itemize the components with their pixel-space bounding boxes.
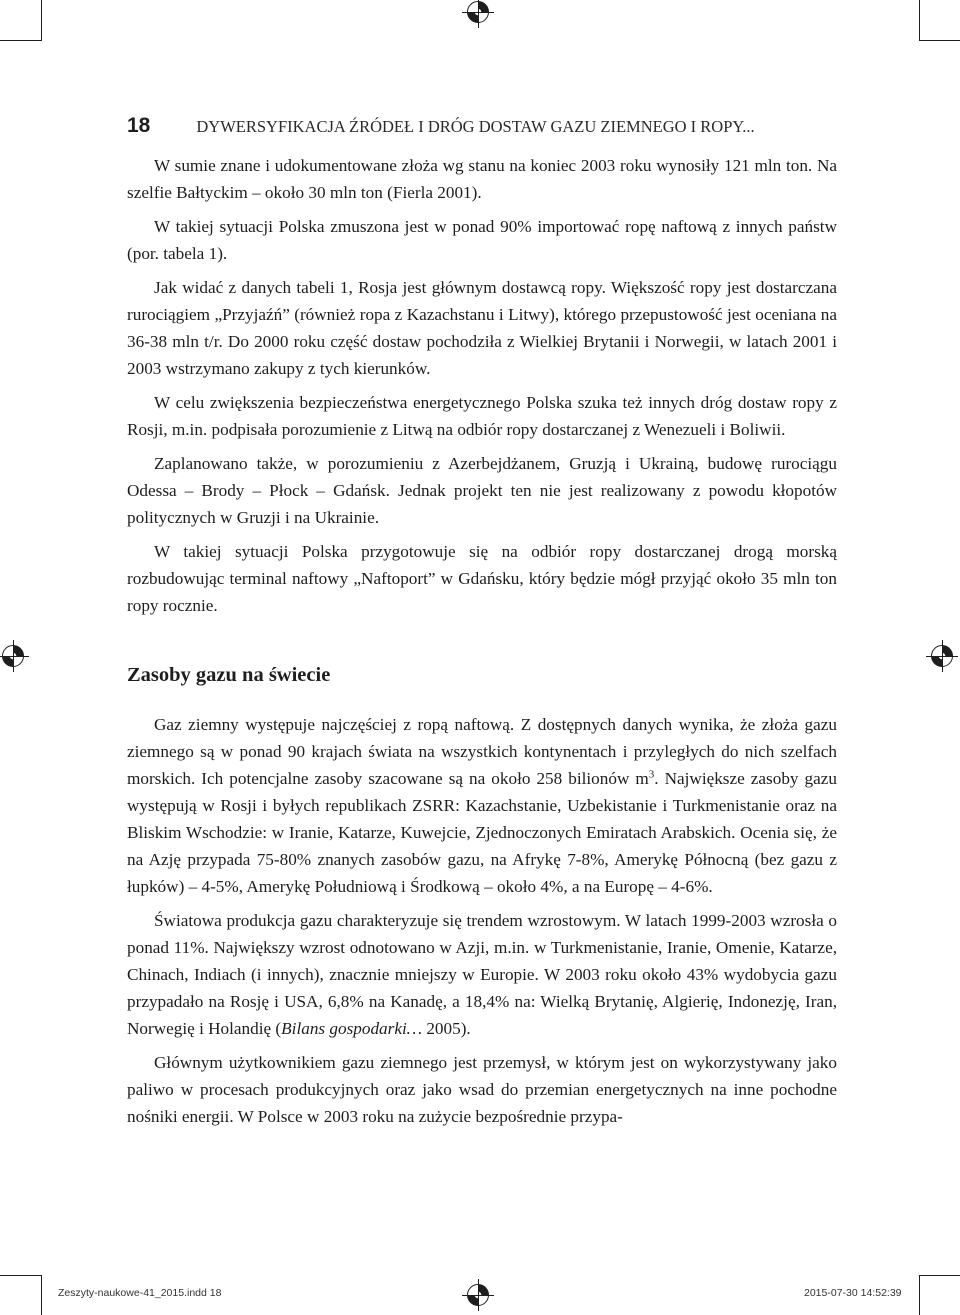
crop-mark-icon: [919, 1275, 960, 1276]
paragraph: W takiej sytuacji Polska przygotowuje się na odbiór ropy dostarczanej drogą morską rozbudowując terminal naftowy „Naftoport” w Gdańsku, który będzie mógł przyjąć około 35 mln ton ropy rocznie.: [127, 542, 837, 615]
paragraph: [127, 711, 837, 900]
page-body: [127, 152, 837, 1137]
crop-mark-icon: [0, 1275, 42, 1276]
crop-mark-icon: [41, 0, 42, 40]
section-heading: Zasoby gazu na świecie: [127, 664, 331, 686]
paragraph: Zaplanowano także, w porozumieniu z Azerbejdżanem, Gruzją i Ukrainą, budowę rurociągu Odessa – Brody – Płock – Gdańsk. Jednak projekt ten nie jest realizowany z powodu kłopotów politycznych w Gruzji i na Ukrainie.: [127, 454, 837, 527]
running-head: [127, 114, 837, 138]
crop-mark-icon: [0, 40, 42, 41]
paragraph: W takiej sytuacji Polska zmuszona jest w ponad 90% importować ropę naftową z innych państw (por. tabela 1).: [127, 217, 837, 263]
paragraph: Jak widać z danych tabeli 1, Rosja jest głównym dostawcą ropy. Większość ropy jest dostarczana rurociągiem „Przyjaźń” (również ropa z Kazachstanu i Litwy), którego przepustowość jest oceniana na 36-38 mln t/r. Do 2000 roku część dostaw pochodziła z Wielkiej Brytanii i Norwegii, w latach 2001 i 2003 wstrzymano zakupy z tych kierunków.: [127, 278, 837, 378]
superscript: 3: [648, 768, 655, 781]
file-name: Zeszyty-naukowe-41_2015.indd 18: [58, 1287, 222, 1299]
paragraph-text: Gaz ziemny występuje najczęściej z ropą naftową. Z dostępnych danych wynika, że złoża gazu ziemnego są w ponad 90 krajach świata na wszystkich kontynentach i przyległych do nich szelfach morskich. Ich potencjalne zasoby szacowane są na około 258 bilionów m: [127, 715, 837, 788]
registration-mark-icon: [2, 645, 24, 667]
page-number: 18: [127, 114, 151, 137]
paragraph: Głównym użytkownikiem gazu ziemnego jest przemysł, w którym jest on wykorzystywany jako paliwo w procesach produkcyjnych oraz jako wsad do przemian energetycznych na inne pochodne nośniki energii. W Polsce w 2003 roku na zużycie bezpośrednie przypa-: [127, 1053, 837, 1126]
paragraph-text: Światowa produkcja gazu charakteryzuje się trendem wzrostowym. W latach 1999-2003 wzrosła o ponad 11%. Największy wzrost odnotowano w Azji, m.in. w Turkmenistanie, Iranie, Omenie, Katarze, Chinach, Indiach (i innych), znacznie mniejszy w Europie. W 2003 roku około 43% wydobycia gazu przypadało na Rosję i USA, 6,8% na Kanadę, a 18,4% na: Wielką Brytanię, Algierię, Indonezję, Iran, Norwegię i Holandię (: [127, 911, 837, 1038]
paragraph-text: 2005).: [422, 1019, 471, 1038]
paragraph: W sumie znane i udokumentowane złoża wg stanu na koniec 2003 roku wynosiły 121 mln ton. Na szelfie Bałtyckim – około 30 mln ton (Fierla 2001).: [127, 156, 837, 202]
registration-mark-icon: [467, 1, 489, 23]
citation: Bilans gospodarki…: [281, 1019, 423, 1038]
running-title: DYWERSYFIKACJA ŹRÓDEŁ I DRÓG DOSTAW GAZU ZIEMNEGO I ROPY...: [196, 117, 755, 136]
slug-line: [0, 1287, 960, 1303]
timestamp: 2015-07-30 14:52:39: [804, 1287, 902, 1299]
paragraph-text: . Największe zasoby gazu występują w Rosji i byłych republikach ZSRR: Kazachstanie, Uzbekistanie i Turkmenistanie oraz na Bliskim Wschodzie: w Iranie, Katarze, Kuwejcie, Zjednoczonych Emiratach Arabskich. Ocenia się, że na Azję przypada 75-80% znanych zasobów gazu, na Afrykę 7-8%, Amerykę Północną (bez gazu z łupków) – 4-5%, Amerykę Południową i Środkową – około 4%, a na Europę – 4-6%.: [127, 769, 837, 896]
registration-mark-icon: [931, 645, 953, 667]
paragraph: W celu zwiększenia bezpieczeństwa energetycznego Polska szuka też innych dróg dostaw ropy z Rosji, m.in. podpisała porozumienie z Litwą na odbiór ropy dostarczanej z Wenezueli i Boliwii.: [127, 393, 837, 439]
crop-mark-icon: [919, 40, 960, 41]
paragraph: [127, 907, 837, 1042]
crop-mark-icon: [919, 0, 920, 40]
